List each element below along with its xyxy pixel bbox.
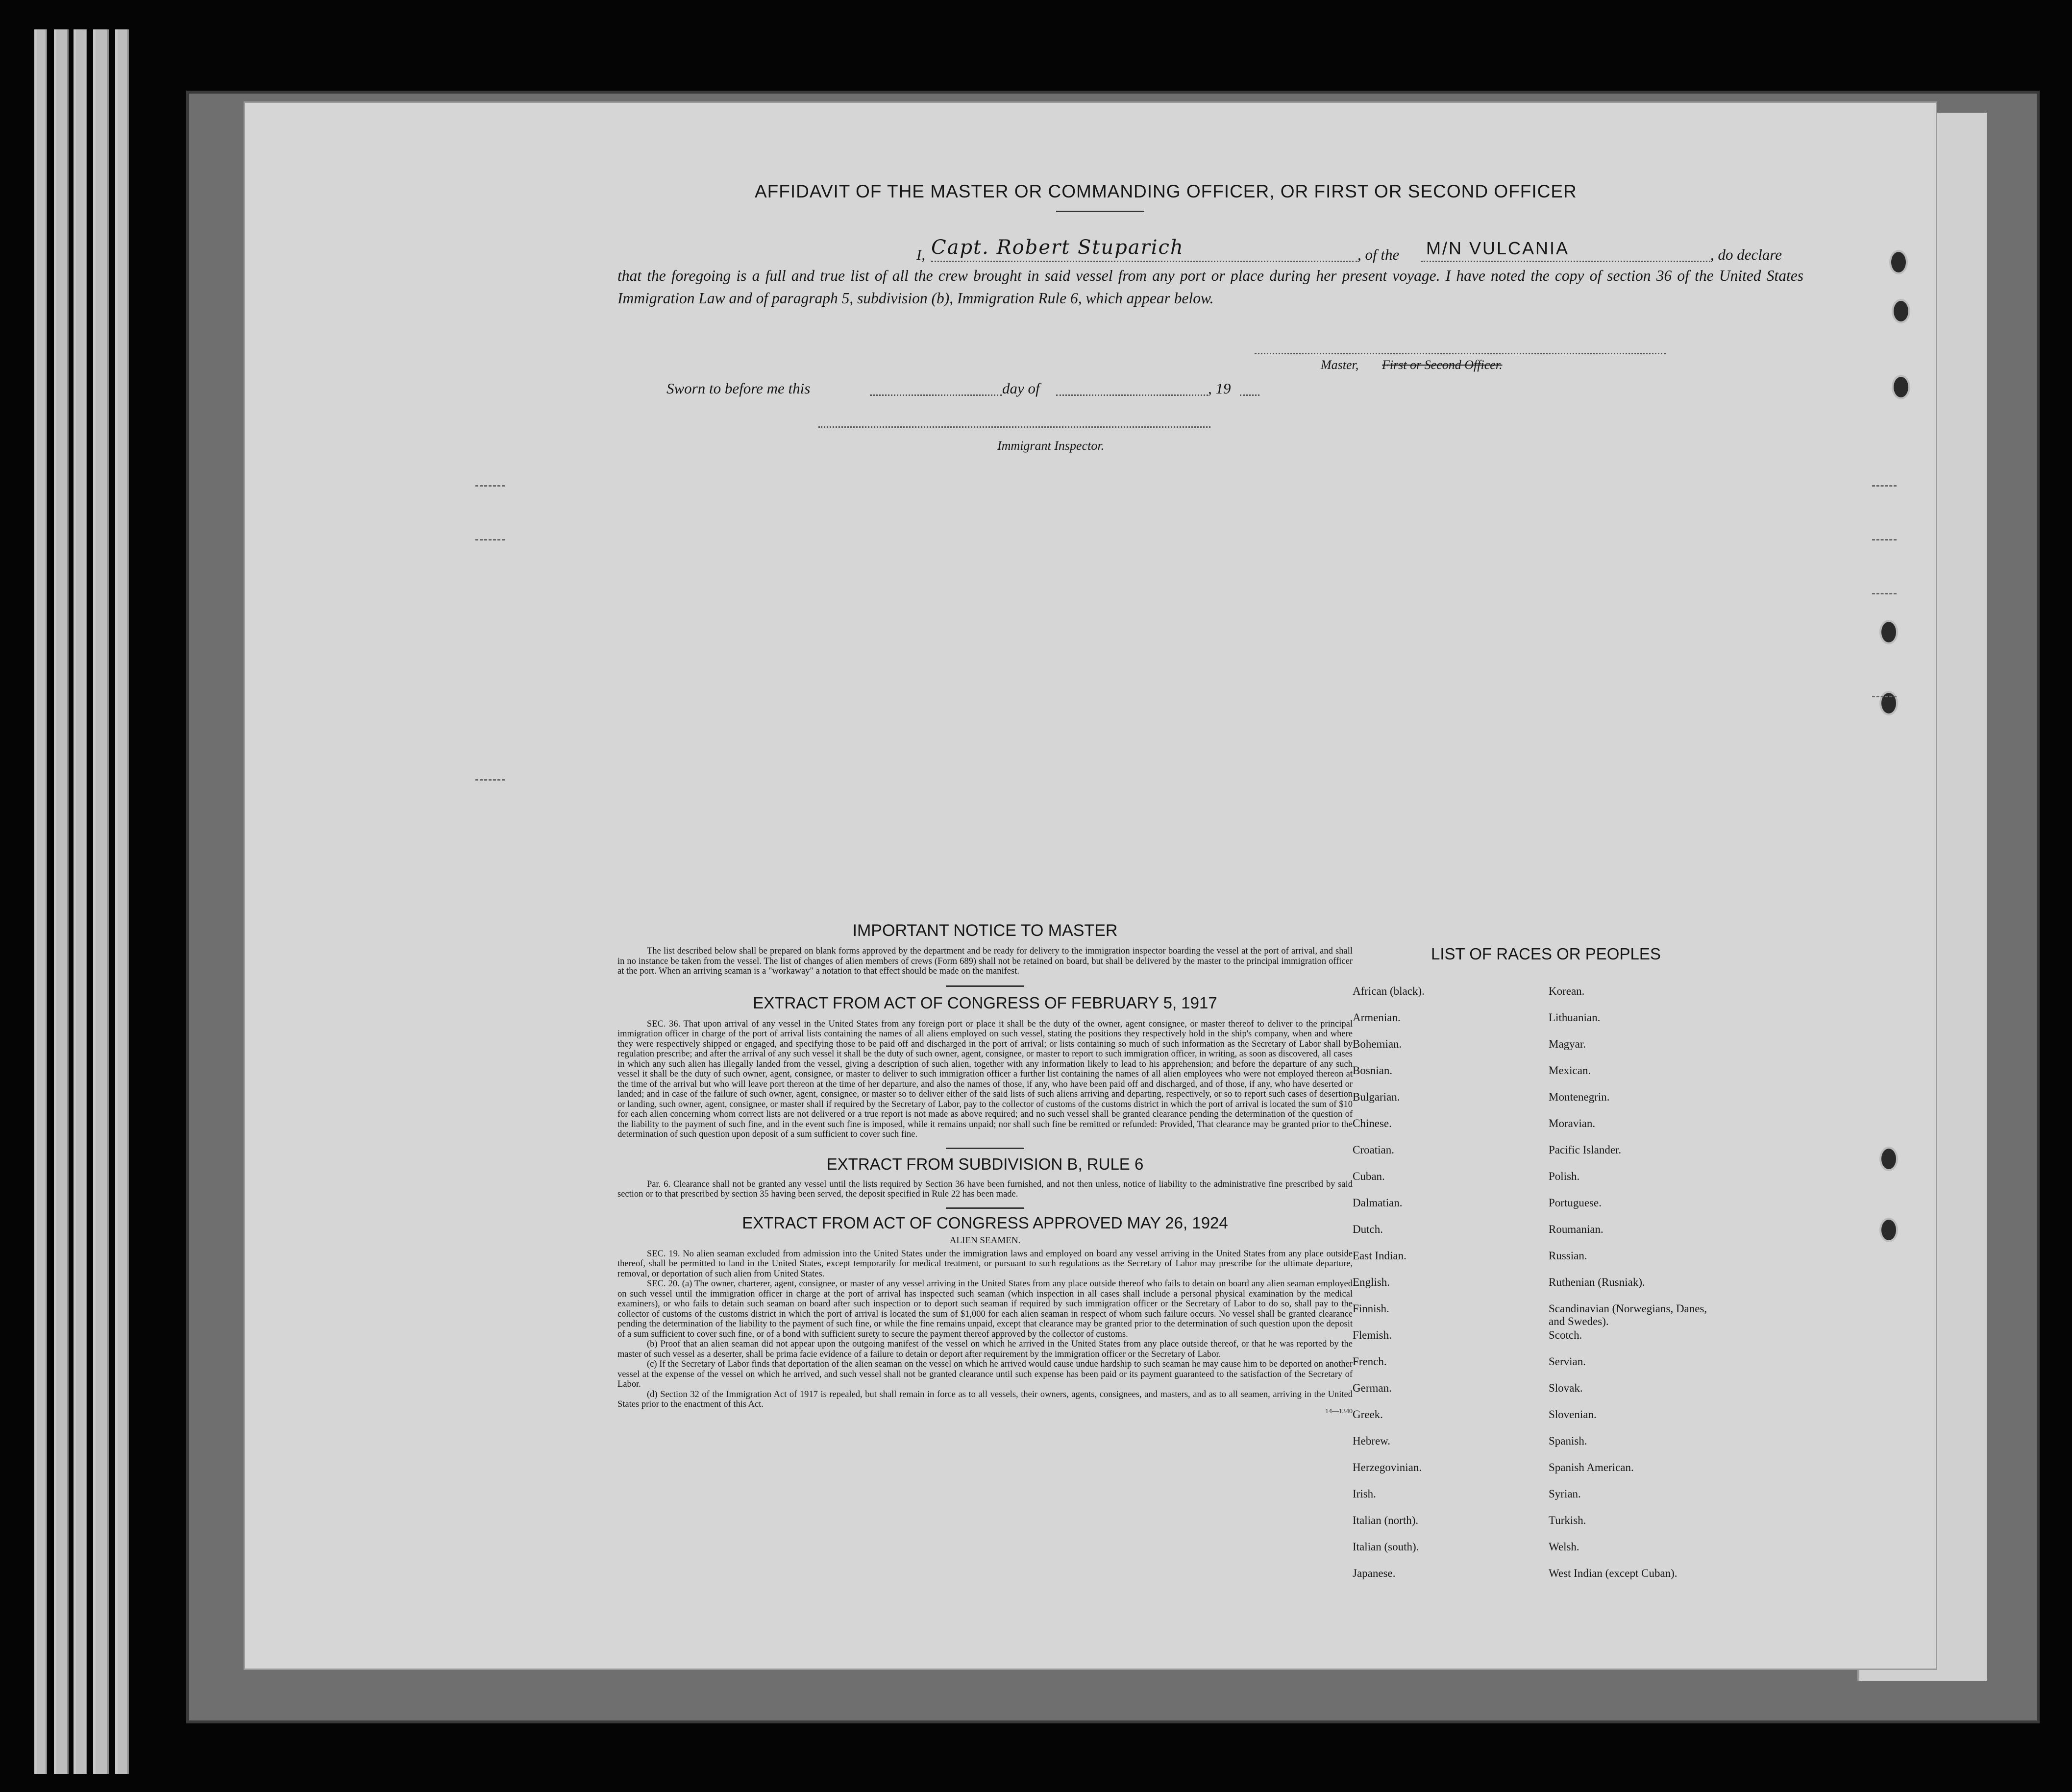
punch-hole <box>1889 250 1908 274</box>
race-right-item: Spanish American. <box>1549 1461 1634 1473</box>
race-right-item: Polish. <box>1549 1170 1580 1182</box>
race-left-item: Dalmatian. <box>1353 1197 1403 1209</box>
races-title: LIST OF RACES OR PEOPLES <box>1431 945 1661 963</box>
race-right-item: Russian. <box>1549 1250 1587 1262</box>
race-left-item: Italian (north). <box>1353 1514 1419 1526</box>
race-left-item: Armenian. <box>1353 1011 1401 1024</box>
race-left-item: Flemish. <box>1353 1329 1392 1341</box>
alien-seamen-subtitle: ALIEN SEAMEN. <box>949 1235 1021 1246</box>
struck-officer-label: First or Second Officer. <box>1382 358 1503 372</box>
affidavit-body: that the foregoing is a full and true list of all the crew brought in said vessel from any port or place during her present voyage. I have noted the copy of section 36 of the United States Immigration Law and of paragraph 5, subdivision (b), Immigration Rule 6, which appear below. <box>617 267 1803 307</box>
signature-line <box>1255 353 1666 354</box>
race-left-item: Japanese. <box>1353 1567 1396 1579</box>
document-page <box>245 103 1936 1669</box>
affidavit-title: AFFIDAVIT OF THE MASTER OR COMMANDING OFFICER, OR FIRST OR SECOND OFFICER <box>755 181 1577 201</box>
race-right-item: Magyar. <box>1549 1038 1586 1050</box>
race-right-item: Korean. <box>1549 985 1585 997</box>
race-right-item: Slovak. <box>1549 1382 1583 1394</box>
races-list <box>1353 985 1794 1594</box>
race-left-item: French. <box>1353 1355 1387 1368</box>
race-right-item: Scotch. <box>1549 1329 1582 1341</box>
vessel-line <box>1421 261 1710 262</box>
year-label: , 19 <box>1208 380 1231 397</box>
of-the-label: , of the <box>1357 246 1400 263</box>
race-left-item: Greek. <box>1353 1408 1383 1421</box>
inspector-label: Immigrant Inspector. <box>997 439 1105 453</box>
section-rule <box>946 1207 1024 1209</box>
day-line <box>870 394 1002 396</box>
race-right-item: Mexican. <box>1549 1064 1591 1077</box>
vessel-name: M/N VULCANIA <box>1426 238 1570 258</box>
notice-text: The list described below shall be prepared on blank forms approved by the department and be ready for delivery to the immigration inspector boarding the vessel at the port of arrival, and shall in no instance be taken from the vessel. The list of changes of alien members of crews (Form 689) shall not be retained on board, but shall be delivered by the master to the principal immigration officer at the port. When an arriving seaman is a "workaway" a notation to that effect should be made on the manifest. <box>617 946 1353 976</box>
extract-1924-sec20a: SEC. 20. (a) The owner, charterer, agent, consignee, or master of any vessel arriving in the United States from any place outside thereof who fails to detain on board any alien seaman employed on such vessel until the immigration officer in charge at the port of arrival has inspected such seaman (which inspection in all cases shall include a personal physical examination by the medical examiners), or who fails to detain such seaman on board after such inspection or to deport such seaman if required by such immigration officer or the Secretary of Labor to do so, shall pay to the collector of customs of the customs district in which the port of arrival is located the sum of $1,000 for each alien seaman in respect of whom such failure occurs. No vessel shall be granted clearance pending the determination of the liability to the payment of such fine, or while the fine remains unpaid, except that clearance may be granted prior to the determination of such question upon the deposit of a sum sufficient to cover such fine, or of a bond with sufficient surety to secure the payment thereof approved by the collector of customs. <box>617 1279 1353 1339</box>
race-right-item: West Indian (except Cuban). <box>1549 1567 1677 1579</box>
race-left-item: Chinese. <box>1353 1117 1392 1129</box>
name-line <box>931 261 1357 262</box>
race-left-item: Bosnian. <box>1353 1064 1393 1077</box>
race-right-item: Roumanian. <box>1549 1223 1603 1235</box>
race-left-item: German. <box>1353 1382 1392 1394</box>
race-left-item: Cuban. <box>1353 1170 1385 1182</box>
declare-label: , do declare <box>1710 246 1782 263</box>
master-label: Master, <box>1321 358 1359 372</box>
extract-1924-sec20b: (b) Proof that an alien seaman did not appear upon the outgoing manifest of the vessel on which he arrived in the United States from any place outside thereof, or that he was reported by the master of such vessel as a deserter, shall be prima facie evidence of a failure to detain or deport after requirement by the immigration officer or the Secretary of Labor. <box>617 1339 1353 1359</box>
extract-1924-sec20c: (c) If the Secretary of Labor finds that deportation of the alien seaman on the vessel on which he arrived would cause undue hardship to such seaman he may cause him to be deported on another vessel at the expense of the vessel on which he arrived, and such vessel shall not be granted clearance until such expense has been paid or its payment guaranteed to the satisfaction of the Secretary of Labor. <box>617 1359 1353 1389</box>
race-right-item: Syrian. <box>1549 1488 1581 1500</box>
title-rule <box>1056 211 1144 212</box>
rule6-text: Par. 6. Clearance shall not be granted any vessel until the lists required by Section 36 have been furnished, and not then unless, notice of liability to the administrative fine prescribed by said section or to that prescribed by section 35 having been served, the deposit specified in Rule 22 has been made. <box>617 1179 1353 1199</box>
inspector-line <box>818 426 1210 428</box>
punch-hole <box>1879 1218 1898 1242</box>
race-right-item: Slovenian. <box>1549 1408 1597 1421</box>
race-left-item: Hebrew. <box>1353 1435 1391 1447</box>
race-left-item: English. <box>1353 1276 1390 1288</box>
extract-1924-sec20d: (d) Section 32 of the Immigration Act of 1917 is repealed, but shall remain in force as to all vessels, their owners, agents, consignees, and masters, and as to all seamen, arriving in the United States prior to the enactment of this Act. <box>617 1389 1353 1409</box>
blank-ruled-area <box>475 475 1897 916</box>
race-right-item: Pacific Islander. <box>1549 1144 1622 1156</box>
race-left-item: Herzegovinian. <box>1353 1461 1422 1473</box>
race-right-item: Scandinavian (Norwegians, Danes, and Swedes). <box>1549 1302 1707 1327</box>
race-right-item: Spanish. <box>1549 1435 1587 1447</box>
punch-hole <box>1879 1147 1898 1171</box>
race-right-item: Lithuanian. <box>1549 1011 1601 1024</box>
day-of-label: day of <box>1002 380 1040 397</box>
race-left-item: Croatian. <box>1353 1144 1394 1156</box>
section-rule <box>946 1148 1024 1149</box>
extract-1917-title: EXTRACT FROM ACT OF CONGRESS OF FEBRUARY 5, 1917 <box>753 993 1217 1012</box>
extract-1924-title: EXTRACT FROM ACT OF CONGRESS APPROVED MAY 26, 1924 <box>742 1213 1228 1232</box>
race-left-item: Finnish. <box>1353 1302 1389 1315</box>
extract-1924-sec19: SEC. 19. No alien seaman excluded from admission into the United States under the immigration laws and employed on board any vessel arriving in the United States from any place outside thereof, shall be permitted to land in the United States, except temporarily for medical treatment, or pursuant to such regulations as the Secretary of Labor may prescribe for the ultimate departure, removal, or deportation of such alien from United States. <box>617 1249 1353 1279</box>
race-left-item: African (black). <box>1353 985 1425 997</box>
race-left-item: Bulgarian. <box>1353 1091 1400 1103</box>
race-left-item: East Indian. <box>1353 1250 1406 1262</box>
line-start: I, <box>916 246 926 263</box>
race-left-item: Bohemian. <box>1353 1038 1402 1050</box>
month-line <box>1056 394 1208 396</box>
section-rule <box>946 985 1024 987</box>
punch-hole <box>1892 375 1910 399</box>
extract-1917-text: SEC. 36. That upon arrival of any vessel in the United States from any foreign port or place it shall be the duty of the owner, agent consignee, or master thereof to deliver to the principal immigration officer in charge of the port of arrival lists containing the names of all aliens employed on such vessel, stating the positions they respectively hold in the ship's company, when and where they were respectively shipped or engaged, and specifying those to be paid off and discharged in the port of arrival; or lists containing so much of such information as the Secretary of Labor shall by regulation prescribe; and after the arrival of any such vessel it shall be the duty of such owner, agent, consignee, or master to report to such immigration officer, in writing, as soon as discovered, all cases in which any such alien has illegally landed from the vessel, giving a description of such alien, together with any information likely to lead to his apprehension; and before the departure of any such vessel it shall be the duty of such owner, agent, consignee, or master to deliver to such immigration officer a further list containing the names of all alien employees who were not employed thereon at the time of the arrival but who will leave port thereon at the time of her departure, and also the names of those, if any, who have been paid off and discharged, and of those, if any, who have deserted or landed; and in case of the failure of such owner, agent, consignee, or master so to deliver either of the said lists of such aliens arriving and departing, respectively, or so to report such cases of desertion or landing, such owner, agent, consignee, or master shall if required by the Secretary of Labor, pay to the collector of customs of the customs district in which the port of arrival is located the sum of $10 for each alien concerning whom correct lists are not delivered or a true report is not made as above required; and no such vessel shall be granted clearance pending the determination of the question of the liability to the payment of such fine, and in the event such fine is imposed, while it remains unpaid; nor shall such fine be remitted or refunded: Provided, That clearance may be granted prior to the determination of such question upon deposit of a sum sufficient to cover such fine. <box>617 1019 1353 1139</box>
year-line <box>1240 394 1259 396</box>
race-right-item: Montenegrin. <box>1549 1091 1610 1103</box>
race-left-item: Dutch. <box>1353 1223 1383 1235</box>
race-right-item: Portuguese. <box>1549 1197 1602 1209</box>
race-right-item: Turkish. <box>1549 1514 1586 1526</box>
race-left-item: Italian (south). <box>1353 1541 1419 1553</box>
race-right-item: Welsh. <box>1549 1541 1579 1553</box>
binder-page-edges <box>20 29 147 1774</box>
race-right-item: Servian. <box>1549 1355 1586 1368</box>
punch-hole <box>1892 299 1910 323</box>
rule6-title: EXTRACT FROM SUBDIVISION B, RULE 6 <box>826 1154 1144 1173</box>
form-number: 14—1340 <box>1325 1407 1353 1415</box>
race-right-item: Ruthenian (Rusniak). <box>1549 1276 1645 1288</box>
notice-title: IMPORTANT NOTICE TO MASTER <box>852 921 1118 940</box>
notice-column <box>617 921 1353 1416</box>
sworn-label: Sworn to before me this <box>666 380 811 397</box>
race-right-item: Moravian. <box>1549 1117 1596 1129</box>
handwritten-signature: Capt. Robert Stuparich <box>931 236 1184 259</box>
race-left-item: Irish. <box>1353 1488 1376 1500</box>
